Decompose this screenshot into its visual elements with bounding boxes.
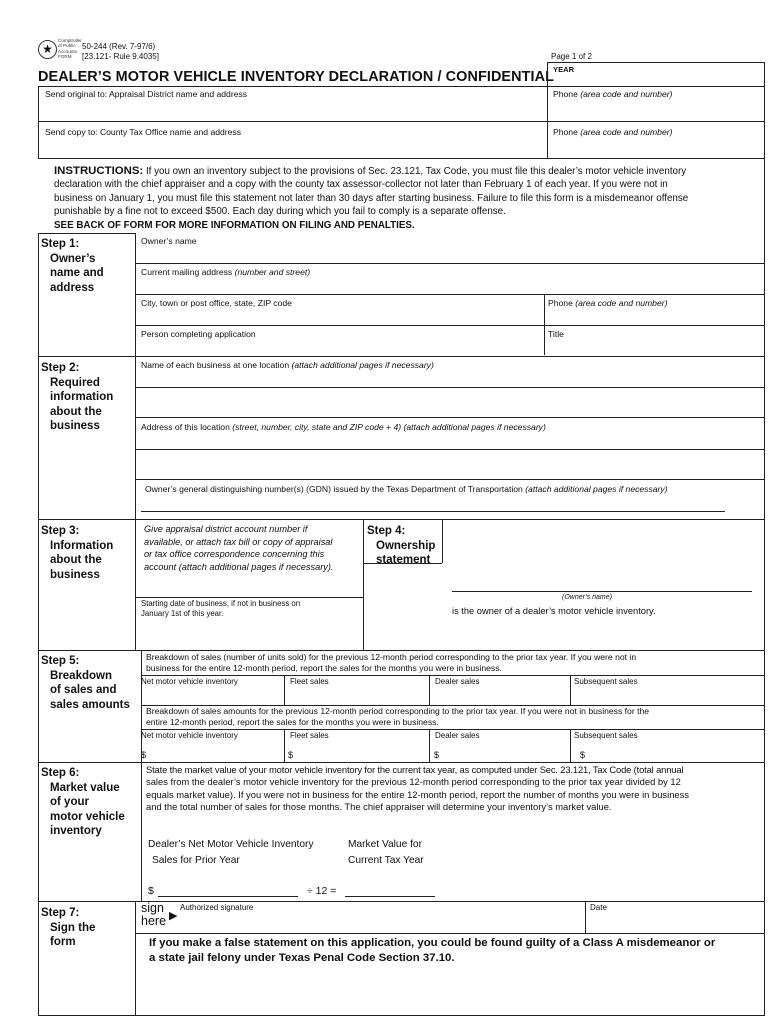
amounts-fleet-dollar: $ [288, 750, 294, 760]
account-number-field[interactable] [137, 575, 361, 595]
amounts-col-fleet: Fleet sales [290, 731, 329, 740]
owner-name-label: Owner’s name [141, 236, 197, 246]
step7-title: Step 7: Sign the form [41, 907, 96, 948]
calc-divide: ÷ 12 = [307, 885, 337, 897]
business-name-field-2[interactable] [137, 389, 762, 415]
form-number: 50-244 (Rev. 7-97/6) [82, 42, 156, 51]
calc-dollar: $ [148, 885, 154, 897]
year-field[interactable] [547, 62, 764, 86]
business-name-field-1[interactable] [137, 371, 762, 385]
location-address-field-1[interactable] [137, 433, 762, 447]
owner-name-caption: (Owner’s name) [562, 594, 612, 601]
owner-name-statement-field[interactable] [452, 574, 752, 590]
false-statement-warning: If you make a false statement on this application, you could be found guilty of a Class A misdemeanor or a state jail felony under Texas Penal Code Section 37.10. [149, 937, 716, 964]
net-sales-field[interactable] [158, 882, 298, 896]
gdn-field[interactable] [140, 496, 724, 510]
county-tax-office-field[interactable] [40, 138, 545, 156]
phone-label-2: Phone (area code and number) [553, 127, 673, 137]
phone-label-1: Phone (area code and number) [553, 89, 673, 99]
person-completing-label: Person completing application [141, 329, 256, 339]
page-number: Page 1 of 2 [551, 52, 592, 61]
date-label: Date [590, 903, 607, 912]
market-value-caption: Market Value for Current Tax Year [348, 839, 424, 866]
location-address-field-2[interactable] [137, 451, 762, 477]
step6-title: Step 6: Market value of your motor vehicle inventory [41, 767, 125, 837]
instructions: INSTRUCTIONS: If you own an inventory subject to the provisions of Sec. 23.121, Tax Code, you must file this dealer’s motor vehicle inventory declaration with the chief appraiser and a copy with the county tax assessor-collector not later than February 1 of each year. If you were not in business on January 1, you must file this statement not later than 30 days after starting business. Failure to file this form is a misdemeanor offense punishable by a fine not to exceed $500. Each day during which you fail to comply is a separate offense. SEE BACK OF FORM FOR MORE INFORMATION ON FILING AND PENALTIES. [54, 165, 760, 232]
account-number-note: Give appraisal district account number if available, or attach tax bill or copy of appraisal or tax office correspondence concerning this account (attach additional pages if necessary). [144, 524, 334, 572]
amounts-dealer-field[interactable] [443, 744, 568, 760]
title-label: Title [548, 329, 564, 339]
arrow-right-icon: ▶ [169, 910, 178, 922]
date-field[interactable] [588, 914, 762, 931]
amounts-col-net: Net motor vehicle inventory [141, 731, 238, 740]
amounts-subsequent-dollar: $ [580, 750, 586, 760]
start-date-label: Starting date of business, if not in business on January 1st of this year. [141, 599, 301, 618]
amounts-col-subsequent: Subsequent sales [574, 731, 638, 740]
sign-here-marker: sign here [141, 901, 167, 928]
owner-phone-field[interactable] [546, 309, 762, 323]
location-address-label: Address of this location (street, number, city, state and ZIP code + 4) (attach additional pages if necessary) [141, 422, 546, 432]
step2-title: Step 2: Required information about the business [41, 362, 114, 432]
step5-title: Step 5: Breakdown of sales and sales amounts [41, 655, 130, 711]
amounts-col-dealer: Dealer sales [435, 731, 480, 740]
see-back-note: SEE BACK OF FORM FOR MORE INFORMATION ON FILING AND PENALTIES. [54, 219, 415, 231]
year-label: YEAR [553, 65, 575, 74]
appraisal-district-field[interactable] [40, 100, 545, 120]
owner-name-field[interactable] [137, 247, 762, 261]
texas-star-seal-icon: ★ [38, 40, 57, 59]
units-dealer-field[interactable] [431, 688, 568, 703]
authorized-signature-label: Authorized signature [180, 903, 254, 912]
mailing-address-label: Current mailing address (number and street) [141, 267, 311, 277]
step3-title: Step 3: Information about the business [41, 525, 114, 581]
gdn-label: Owner’s general distinguishing number(s) (GDN) issued by the Texas Department of Transportation (attach additional pages if necessary) [145, 484, 668, 494]
send-original-label: Send original to: Appraisal District name and address [45, 89, 248, 99]
step1-title: Step 1: Owner’s name and address [41, 238, 104, 294]
county-phone-field[interactable] [549, 138, 762, 156]
amounts-net-dollar: $ [141, 750, 147, 760]
units-col-subsequent: Subsequent sales [574, 677, 638, 686]
step4-title: Step 4: Ownership statement [367, 525, 436, 566]
amount-sales-instructions: Breakdown of sales amounts for the previous 12-month period corresponding to the prior tax year. If you were not in business for the entire 12-month period, report the sales for the months you were in business. [146, 706, 650, 728]
title-field[interactable] [546, 340, 762, 354]
units-subsequent-field[interactable] [572, 688, 762, 703]
units-net-field[interactable] [143, 688, 282, 703]
units-fleet-field[interactable] [286, 688, 427, 703]
units-col-net: Net motor vehicle inventory [141, 677, 238, 686]
owner-phone-label: Phone (area code and number) [548, 298, 668, 308]
agency-name: Comptroller of Public Accounts FORM [58, 38, 82, 60]
units-col-dealer: Dealer sales [435, 677, 480, 686]
amounts-subsequent-field[interactable] [589, 744, 762, 760]
market-value-instructions: State the market value of your motor vehicle inventory for the current tax year, as computed under Sec. 23.121, Tax Code (total annual sales from the dealer’s motor vehicle inventory for the previous 12-month period corresponding to the prior tax year divided by 12 equals market value). If you were not in business for the entire 12-month period, report the number of months you were in business and the total number of sales for those months. The chief appraiser will determine your inventory’s market value. [146, 764, 689, 812]
appraisal-phone-field[interactable] [549, 100, 762, 120]
person-completing-field[interactable] [137, 340, 542, 354]
instructions-lead: INSTRUCTIONS: [54, 165, 144, 177]
market-value-field[interactable] [345, 882, 435, 896]
amounts-fleet-field[interactable] [297, 744, 427, 760]
city-state-zip-field[interactable] [137, 309, 542, 323]
units-col-fleet: Fleet sales [290, 677, 329, 686]
amounts-dealer-dollar: $ [434, 750, 440, 760]
business-name-label: Name of each business at one location (attach additional pages if necessary) [141, 360, 434, 370]
send-copy-label: Send copy to: County Tax Office name and address [45, 127, 242, 137]
start-date-field[interactable] [137, 620, 361, 646]
owner-statement: is the owner of a dealer’s motor vehicle inventory. [452, 606, 656, 616]
city-state-zip-label: City, town or post office, state, ZIP code [141, 298, 292, 308]
unit-sales-instructions: Breakdown of sales (number of units sold) for the previous 12-month period corresponding to the prior tax year. If you were not in business for the entire 12-month period, report the sales for the months you were in business. [146, 652, 637, 674]
mailing-address-field[interactable] [137, 278, 762, 292]
form-title: DEALER’S MOTOR VEHICLE INVENTORY DECLARATION / CONFIDENTIAL [38, 69, 554, 85]
amounts-net-field[interactable] [150, 744, 282, 760]
form-rule: [23.121- Rule 9.4035] [82, 52, 159, 61]
signature-field[interactable] [180, 914, 583, 931]
net-sales-caption: Dealer’s Net Motor Vehicle Inventory Sales for Prior Year [148, 839, 314, 866]
